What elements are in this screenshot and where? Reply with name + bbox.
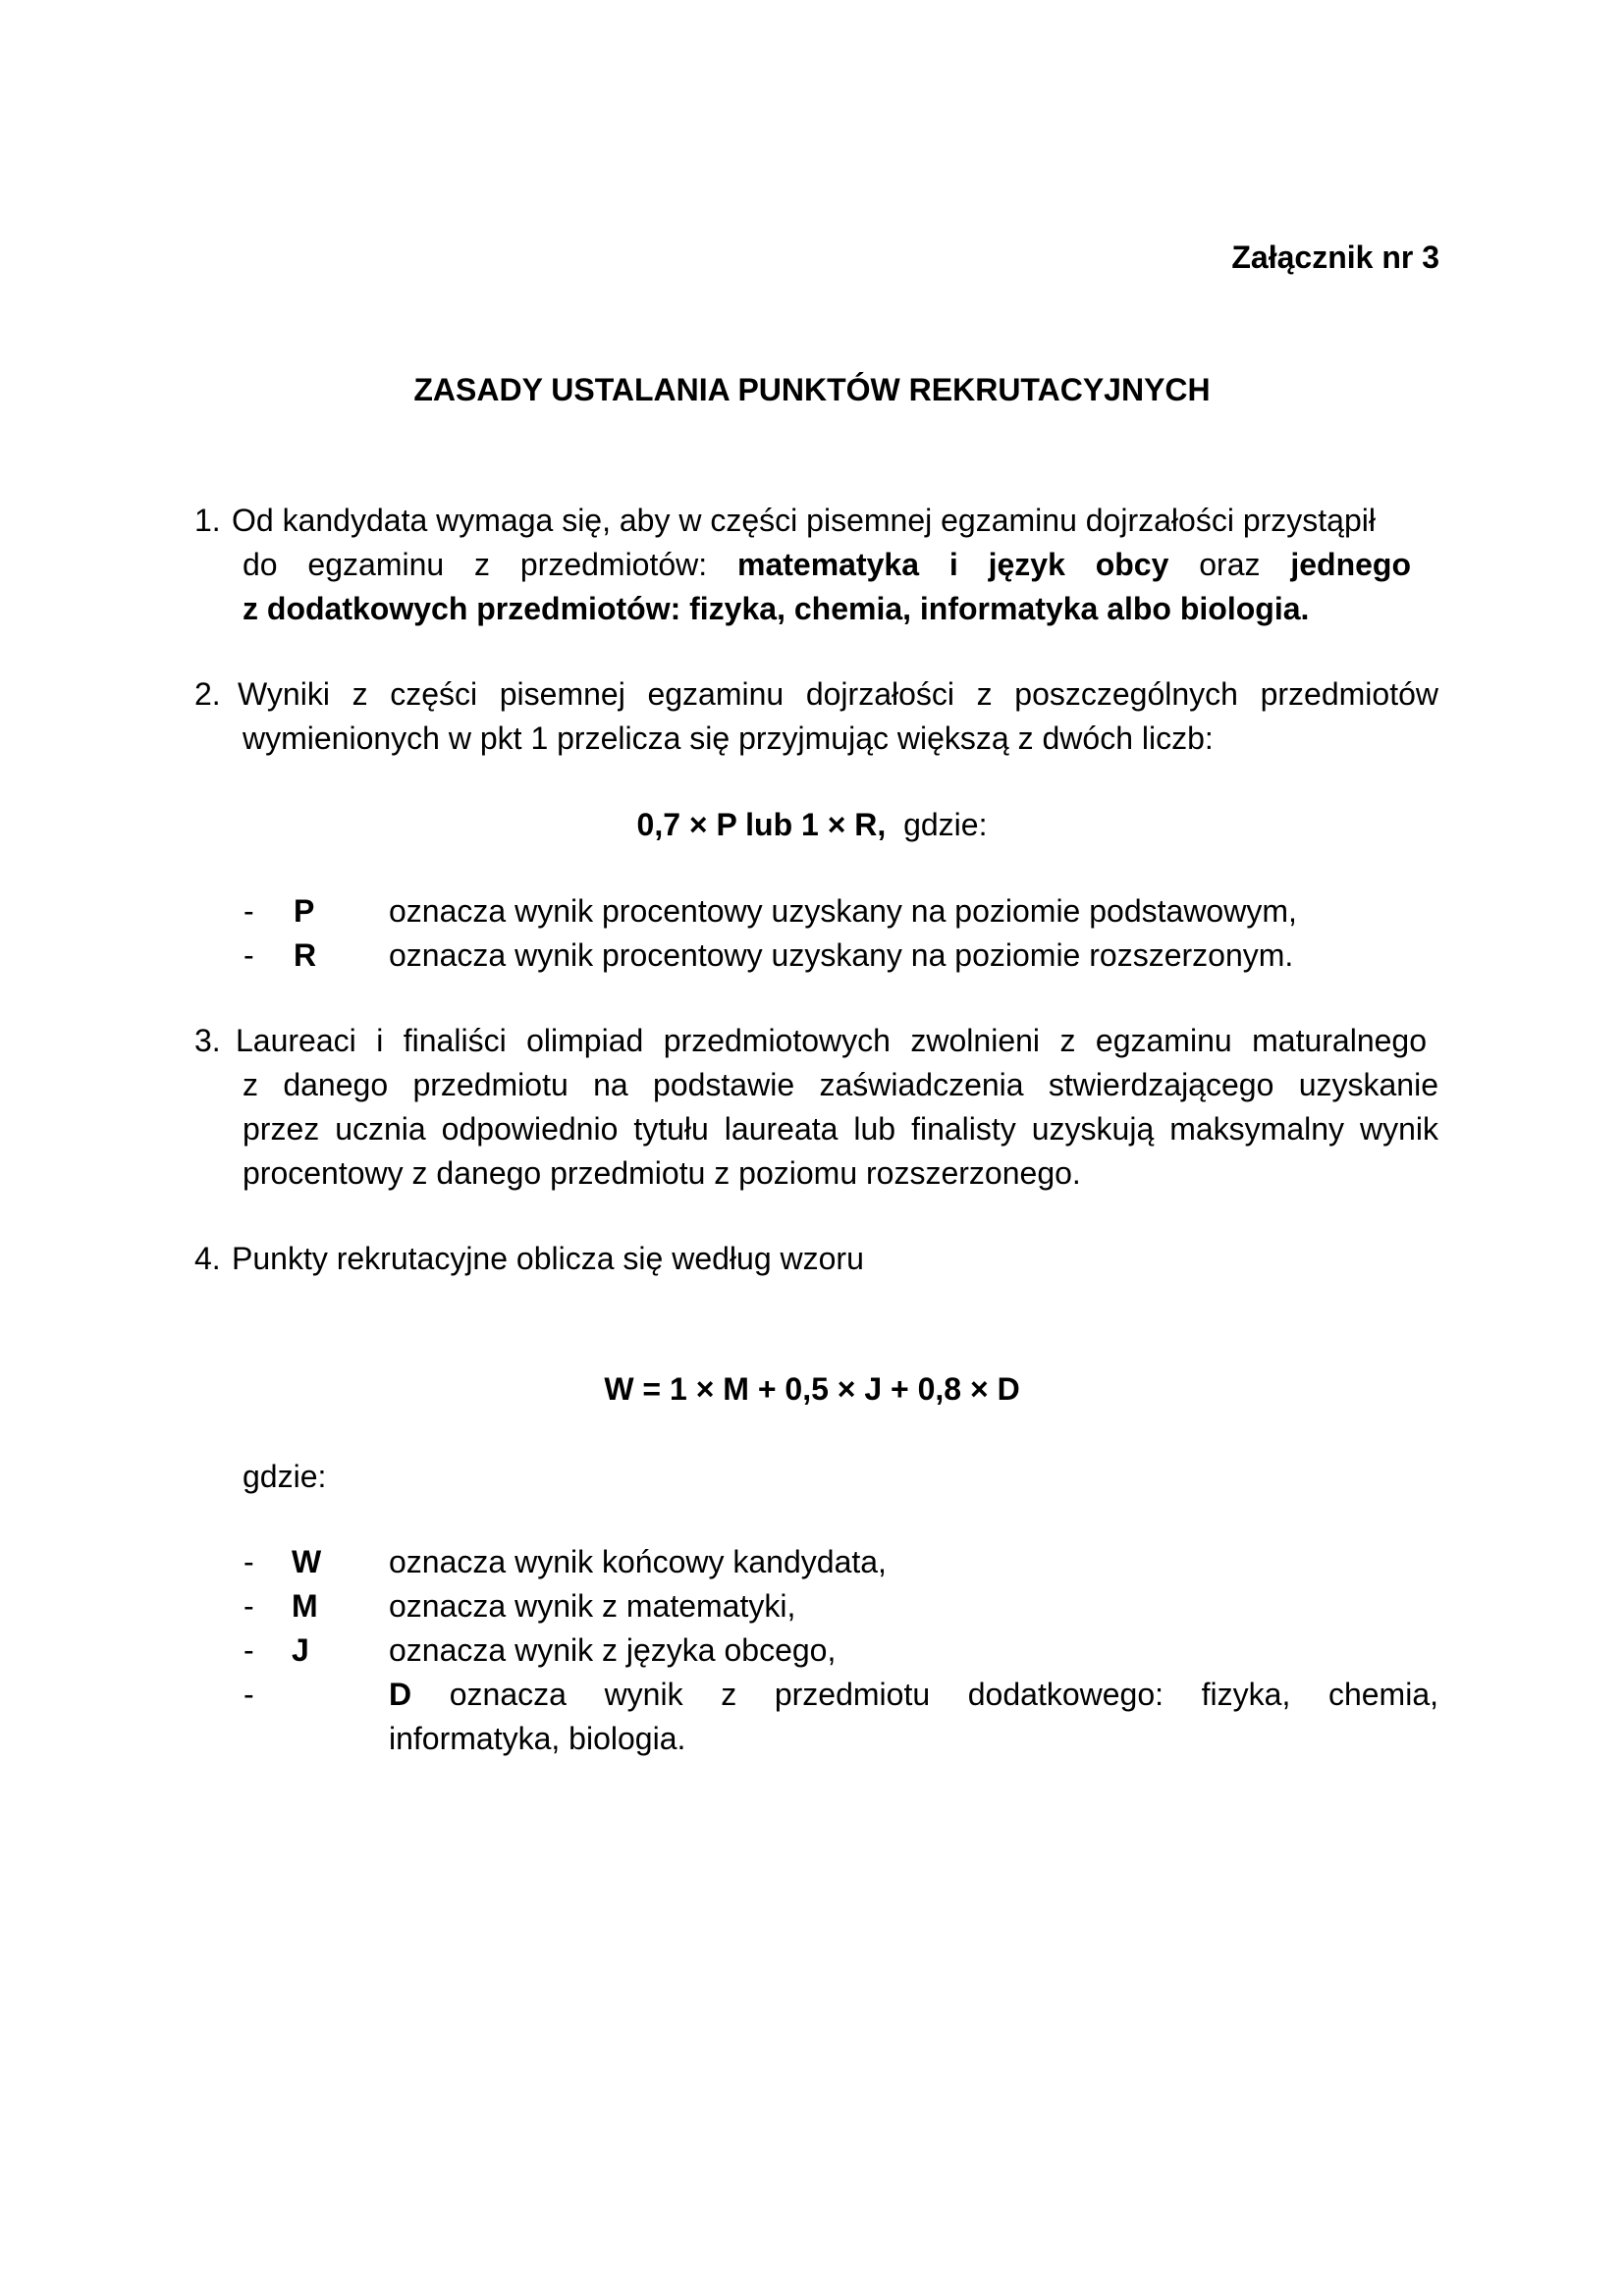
item-3-line-2-wrap [243, 1063, 1438, 1107]
def-dash: - [244, 1677, 254, 1712]
def-text-r: oznacza wynik procentowy uzyskany na poziomie rozszerzonym. [389, 937, 1294, 973]
item-3-line-3: przez ucznia odpowiednio tytułu laureata lub finalisty uzyskują maksymalny wynik [243, 1111, 1438, 1147]
def-symbol-d: D [389, 1677, 412, 1712]
def-dash: - [244, 937, 254, 973]
item-2-line-1-wrap [238, 672, 1438, 717]
item-4-number: 4. [194, 1241, 221, 1276]
item-3-line-3-wrap [243, 1107, 1438, 1151]
attachment-label: Załącznik nr 3 [1231, 240, 1439, 275]
def-dash: - [244, 893, 254, 929]
def-d-line-1 [389, 1673, 1438, 1717]
item-3-line-1-wrap [236, 1019, 1427, 1063]
def-dash: - [244, 1632, 254, 1668]
def-symbol-w: W [292, 1544, 322, 1579]
item-2-number: 2. [194, 676, 221, 712]
def-text-p: oznacza wynik procentowy uzyskany na poziomie podstawowym, [389, 893, 1297, 929]
item-2-line-2: wymienionych w pkt 1 przelicza się przyjmując większą z dwóch liczb: [243, 721, 1214, 756]
def-text-m: oznacza wynik z matematyki, [389, 1588, 796, 1624]
item-2-formula-tail: gdzie: [903, 807, 988, 842]
def-symbol-r: R [294, 937, 317, 973]
def-text-d-1: oznacza wynik z przedmiotu dodatkowego: fizyka, chemia, [449, 1677, 1439, 1712]
item-4-line-1: Punkty rekrutacyjne oblicza się według wzoru [232, 1241, 864, 1276]
def-symbol-p: P [294, 893, 315, 929]
item-1-line-3: z dodatkowych przedmiotów: fizyka, chemia, informatyka albo biologia. [243, 591, 1310, 626]
item-1-line-2-d: jednego [1290, 547, 1412, 582]
item-3-line-2: z danego przedmiotu na podstawie zaświadczenia stwierdzającego uzyskanie [243, 1067, 1438, 1102]
def-dash: - [244, 1544, 254, 1579]
item-1-line-2 [243, 543, 1411, 587]
def-symbol-m: M [292, 1588, 318, 1624]
def-text-d-2: informatyka, biologia. [389, 1721, 686, 1756]
item-3-line-1: Laureaci i finaliści olimpiad przedmiotowych zwolnieni z egzaminu maturalnego [236, 1023, 1427, 1058]
def-dash: - [244, 1588, 254, 1624]
item-1-line-2-a: do egzaminu z przedmiotów: [243, 547, 708, 582]
item-1-subjects: matematyka i język obcy [737, 547, 1169, 582]
item-4-where: gdzie: [243, 1459, 327, 1494]
item-1-line-1: Od kandydata wymaga się, aby w części pisemnej egzaminu dojrzałości przystąpił [232, 503, 1376, 538]
def-text-w: oznacza wynik końcowy kandydata, [389, 1544, 887, 1579]
item-3-line-4: procentowy z danego przedmiotu z poziomu rozszerzonego. [243, 1155, 1081, 1191]
item-2-formula [0, 803, 1624, 847]
item-2-formula-bold: 0,7 × P lub 1 × R, [636, 807, 887, 842]
def-symbol-j: J [292, 1632, 309, 1668]
def-text-j: oznacza wynik z języka obcego, [389, 1632, 837, 1668]
item-1-number: 1. [194, 503, 221, 538]
document-title: ZASADY USTALANIA PUNKTÓW REKRUTACYJNYCH [413, 372, 1211, 407]
item-1-line-2-c: oraz [1199, 547, 1261, 582]
item-3-number: 3. [194, 1023, 221, 1058]
item-2-line-1: Wyniki z części pisemnej egzaminu dojrzałości z poszczególnych przedmiotów [238, 676, 1438, 712]
item-4-formula: W = 1 × M + 0,5 × J + 0,8 × D [604, 1371, 1020, 1407]
